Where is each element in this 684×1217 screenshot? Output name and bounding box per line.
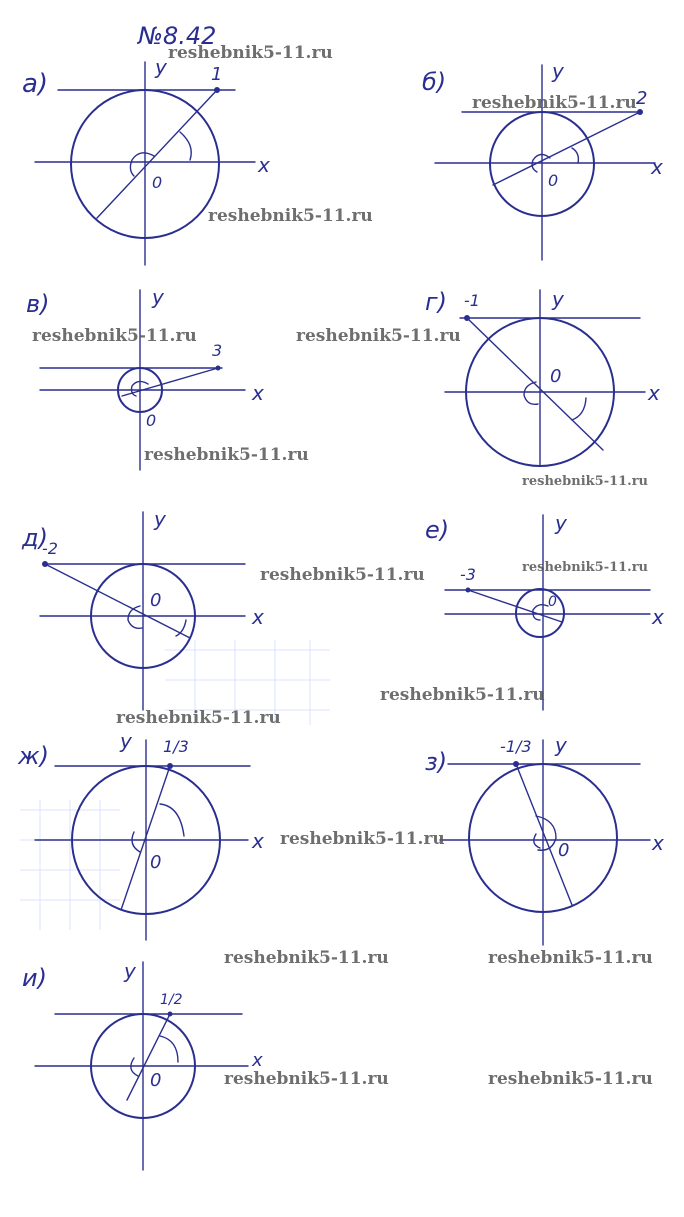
watermark: reshebnik5-11.ru	[116, 708, 281, 728]
tangent-point	[637, 109, 643, 115]
watermark: reshebnik5-11.ru	[224, 1069, 389, 1089]
x-axis-label: x	[252, 829, 264, 853]
panel-label: д)	[22, 524, 48, 552]
x-axis-label: x	[652, 605, 664, 629]
watermark: reshebnik5-11.ru	[488, 948, 653, 968]
panel-label: е)	[425, 516, 450, 544]
origin-label: 0	[550, 366, 562, 387]
panel-i	[22, 959, 263, 1170]
watermark: reshebnik5-11.ru	[522, 474, 649, 489]
x-axis-label: x	[252, 1050, 263, 1071]
panel-label: г)	[425, 288, 447, 316]
value-label: 1/2	[160, 992, 183, 1008]
panel-label: ж)	[18, 742, 49, 770]
panel-label: и)	[22, 964, 47, 992]
panel-label: з)	[425, 748, 448, 776]
y-axis-label: y	[155, 55, 167, 79]
x-axis-label: x	[651, 155, 663, 179]
y-axis-label: y	[552, 59, 564, 83]
watermark: reshebnik5-11.ru	[296, 326, 461, 346]
watermark: reshebnik5-11.ru	[280, 829, 445, 849]
angle-arc	[130, 153, 154, 176]
value-label: 3	[212, 341, 223, 360]
y-axis-label: y	[154, 507, 166, 531]
tangent-point	[167, 763, 173, 769]
tangent-ray	[45, 564, 190, 638]
angle-arc	[180, 132, 191, 160]
origin-label: 0	[152, 173, 163, 192]
watermark: reshebnik5-11.ru	[144, 445, 309, 465]
faint-grid	[20, 640, 330, 930]
watermark: reshebnik5-11.ru	[168, 43, 333, 63]
panel-b	[422, 59, 663, 260]
angle-arc	[160, 1036, 178, 1062]
angle-arc	[131, 1058, 138, 1076]
panel-a	[22, 55, 270, 265]
angle-arc	[534, 834, 540, 848]
tangent-point	[466, 588, 471, 593]
watermark: reshebnik5-11.ru	[472, 93, 637, 113]
panel-g	[425, 287, 660, 466]
tangent-ray	[97, 90, 217, 218]
page-title: №8.42	[138, 22, 217, 50]
x-axis-label: x	[258, 153, 270, 177]
x-axis-label: x	[252, 381, 264, 405]
panel-zh	[17, 729, 264, 940]
y-axis-label: y	[120, 729, 132, 753]
watermark: reshebnik5-11.ru	[224, 948, 389, 968]
angle-arc	[572, 398, 586, 420]
watermark: reshebnik5-11.ru	[260, 565, 425, 585]
watermark: reshebnik5-11.ru	[208, 206, 373, 226]
x-axis-label: x	[648, 381, 660, 405]
panel-label: а)	[22, 69, 49, 99]
origin-label: 0	[146, 411, 157, 430]
tangent-ray	[493, 112, 640, 185]
value-label: -1/3	[500, 737, 532, 756]
panel-e	[425, 511, 664, 710]
value-label: -3	[460, 565, 476, 584]
panel-label: в)	[26, 290, 50, 318]
watermark: reshebnik5-11.ru	[380, 685, 545, 705]
value-label: -1	[464, 291, 480, 310]
tangent-point	[216, 366, 221, 371]
x-axis-label: x	[652, 831, 664, 855]
watermark: reshebnik5-11.ru	[522, 560, 649, 575]
origin-label: 0	[150, 590, 162, 611]
watermarks	[32, 43, 653, 1089]
origin-label: 0	[548, 594, 557, 610]
tangent-ray	[127, 1014, 170, 1100]
angle-arc	[572, 148, 578, 163]
panel-v	[26, 285, 264, 470]
value-label: 1	[211, 64, 223, 85]
origin-label: 0	[150, 1070, 162, 1091]
angle-arc	[132, 832, 140, 852]
tangent-point	[42, 561, 48, 567]
watermark: reshebnik5-11.ru	[488, 1069, 653, 1089]
tangent-ray	[516, 764, 572, 905]
origin-label: 0	[558, 840, 570, 861]
y-axis-label: y	[555, 733, 567, 757]
origin-label: 0	[150, 852, 162, 873]
x-axis-label: x	[252, 605, 264, 629]
tangent-point	[168, 1012, 173, 1017]
watermark: reshebnik5-11.ru	[32, 326, 197, 346]
value-label: -2	[42, 539, 58, 558]
tangent-point	[464, 315, 470, 321]
tangent-point	[214, 87, 220, 93]
value-label: 1/3	[163, 737, 189, 756]
y-axis-label: y	[124, 959, 136, 983]
value-label: 2	[636, 88, 648, 109]
panel-z	[425, 733, 664, 945]
tangent-ray	[467, 318, 603, 450]
y-axis-label: y	[552, 287, 564, 311]
tangent-point	[513, 761, 519, 767]
origin-label: 0	[548, 171, 559, 190]
panel-label: б)	[422, 68, 447, 96]
angle-arc	[160, 804, 184, 836]
y-axis-label: y	[152, 285, 164, 309]
y-axis-label: y	[555, 511, 567, 535]
